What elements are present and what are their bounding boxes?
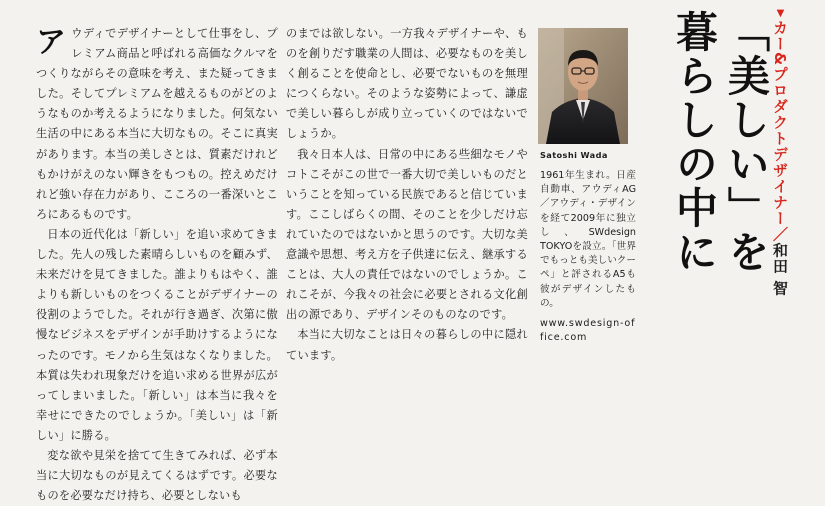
article-title [668, 10, 772, 430]
paragraph-2: 日本の近代化は「新しい」を追い求めてきました。先人の残した素晴らしいものを顧みず、未来だけを見てきました。誰よりもはやく、誰よりも新しいものをつくることがデザイナーの役割のようでした。それが行き過ぎ、次第に傲慢なビジネスをデザインが手助けするようになったのです。モノから生気はなくなりました。本質は失われ現象だけを追い求める世界が広がってしまいました。「新しい」は本当に我々を幸せにできたのでしょうか。「美しい」は「新しい」に勝る。 [36, 227, 278, 442]
author-website: www.swdesign-office.com [540, 318, 636, 344]
author-byline [770, 8, 790, 338]
article-column-1 [36, 24, 278, 506]
title-line-1: 「美しい」を [722, 10, 771, 274]
paragraph-1-text: ウディでデザイナーとして仕事をし、プレミアム商品と呼ばれる高価なクルマをつくりながらその意味を考え、また疑ってきました。そしてプレミアムを越えるものがどのようなものか考えるようになりました。何気ない生活の中にある本当に大切なもの。そこに真実があります。本当の美しさとは、質素だけれどもかけがえのない輝きをもつもの。控えめだけれど強い存在力があり、こころの一番深いところにあるものです。 [36, 27, 278, 221]
drop-cap: ア [36, 25, 67, 60]
paragraph-5: 我々日本人は、日常の中にある些細なモノやコトこそがこの世で一番大切で美しいものだということを知っている民族であると信じています。ここしばらくの間、そのことを少しだけ忘れていたのではないかと思うのです。大切な美意識や思想、考え方を子供達に伝え、継承することは、大人の責任ではないのでしょうか。これこそが、今我々の社会に必要とされる文化創出の源であり、デザインそのものなのです。 [286, 147, 528, 322]
paragraph-4: のまでは欲しない。一方我々デザイナーや、ものを創りだす職業の人間は、必要なものを美しく創ることを使命とし、必要でないものを無理につくらない。そのような姿勢によって、謙虚で美しい暮らしが成り立っていくのではないでしょうか。 [286, 27, 528, 141]
portrait-photo [538, 28, 628, 144]
portrait-illustration [538, 28, 628, 144]
article-column-2 [286, 24, 528, 366]
author-bio-text: 1961年生まれ。日産自動車、アウディAG／アウディ・デザインを経て2009年に独立し、SWdesign TOKYOを設立。「世界でもっとも美しいクーペ」と評されるA5も彼がデザインしたもの。 [540, 170, 636, 309]
paragraph-1 [36, 24, 278, 225]
byline-name: 和田 智 [771, 242, 789, 297]
title-line-2: 暮らしの中に [670, 10, 719, 274]
paragraph-3: 変な欲や見栄を捨てて生きてみれば、必ず本当に大切なものが見えてくるはずです。必要なものを必要なだけ持ち、必要としないも [36, 448, 278, 503]
author-bio [540, 150, 636, 345]
paragraph-6: 本当に大切なことは日々の暮らしの中に隠れています。 [286, 328, 528, 362]
byline-role: カー&プロダクトデザイナー／ [771, 20, 789, 243]
byline-marker: ▼ [775, 8, 786, 20]
author-name-latin: Satoshi Wada [540, 150, 608, 160]
